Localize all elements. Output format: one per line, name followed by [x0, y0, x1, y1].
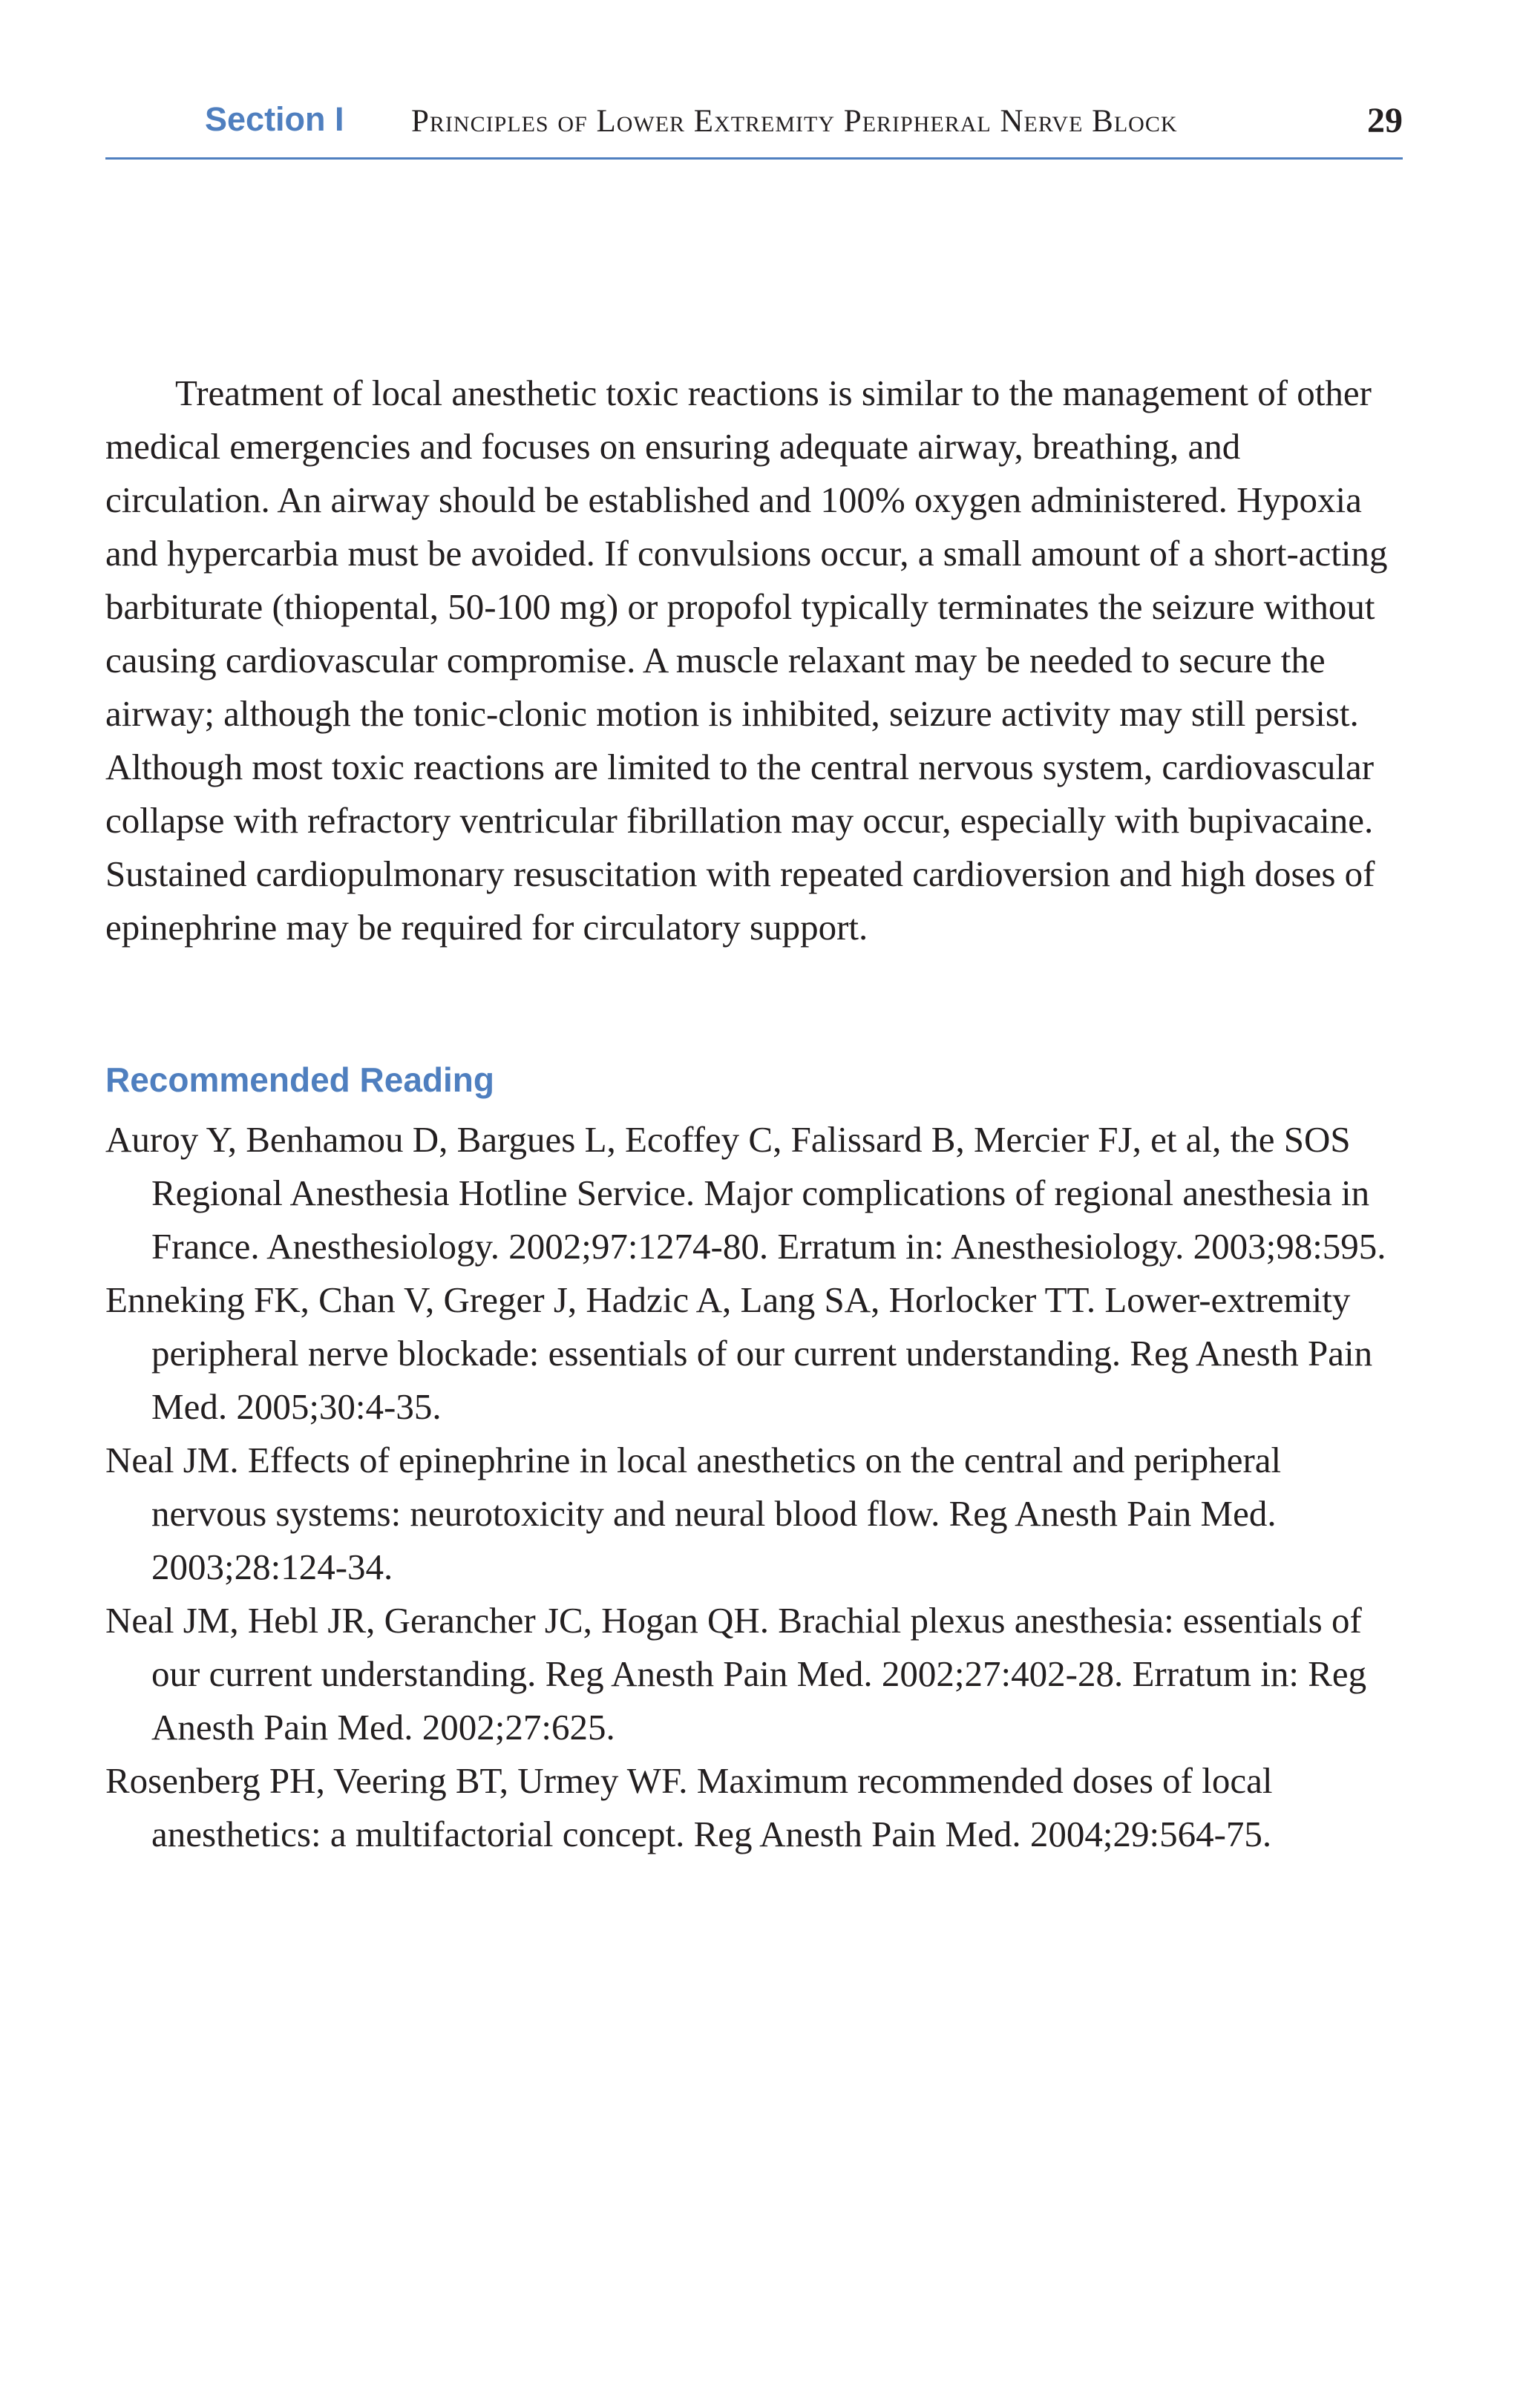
body-paragraph: Treatment of local anesthetic toxic reactions is similar to the management of other medical emergencies and focuses on ensuring adequate airway, breathing, and circulation. An airway should be established and 100% oxygen administered. Hypoxia and hypercarbia must be avoided. If convulsions occur, a small amount of a short-acting barbiturate (thiopental, 50-100 mg) or propofol typically terminates the seizure without causing cardiovascular compromise. A muscle relaxant may be needed to secure the airway; although the tonic-clonic motion is inhibited, seizure activity may still persist. Although most toxic reactions are limited to the central nervous system, cardiovascular collapse with refractory ventricular fibrillation may occur, especially with bupivacaine. Sustained cardiopulmonary resuscitation with repeated cardioversion and high doses of epinephrine may be required for circulatory support. [105, 373, 1388, 948]
reference-item: Neal JM. Effects of epinephrine in local anesthetics on the central and peripheral nervous systems: neurotoxicity and neural blood flow. Reg Anesth Pain Med. 2003;28:124-34. [105, 1440, 1282, 1587]
reference-item: Neal JM, Hebl JR, Gerancher JC, Hogan QH. Brachial plexus anesthesia: essentials of our current understanding. Reg Anesth Pain Med. 2002;27:402-28. Erratum in: Reg Anesth Pain Med. 2002;27:625. [105, 1600, 1367, 1748]
reference-item: Auroy Y, Benhamou D, Bargues L, Ecoffey C, Falissard B, Mercier FJ, et al, the SOS Regional Anesthesia Hotline Service. Major complications of regional anesthesia in France. Anesthesiology. 2002;97:1274-80. Erratum in: Anesthesiology. 2003;98:595. [105, 1119, 1386, 1267]
reference-item: Enneking FK, Chan V, Greger J, Hadzic A, Lang SA, Horlocker TT. Lower-extremity peripheral nerve blockade: essentials of our current understanding. Reg Anesth Pain Med. 2005;30:4-35. [105, 1279, 1373, 1427]
recommended-reading-heading: Recommended Reading [105, 1060, 494, 1099]
running-title: Principles of Lower Extremity Peripheral Nerve Block [411, 104, 1178, 139]
section-label: Section I [205, 100, 344, 138]
page-number: 29 [1367, 101, 1403, 140]
reference-list [105, 1113, 1404, 1861]
page-header [105, 95, 1403, 160]
reference-item: Rosenberg PH, Veering BT, Urmey WF. Maximum recommended doses of local anesthetics: a multifactorial concept. Reg Anesth Pain Med. 2004;29:564-75. [105, 1760, 1273, 1854]
